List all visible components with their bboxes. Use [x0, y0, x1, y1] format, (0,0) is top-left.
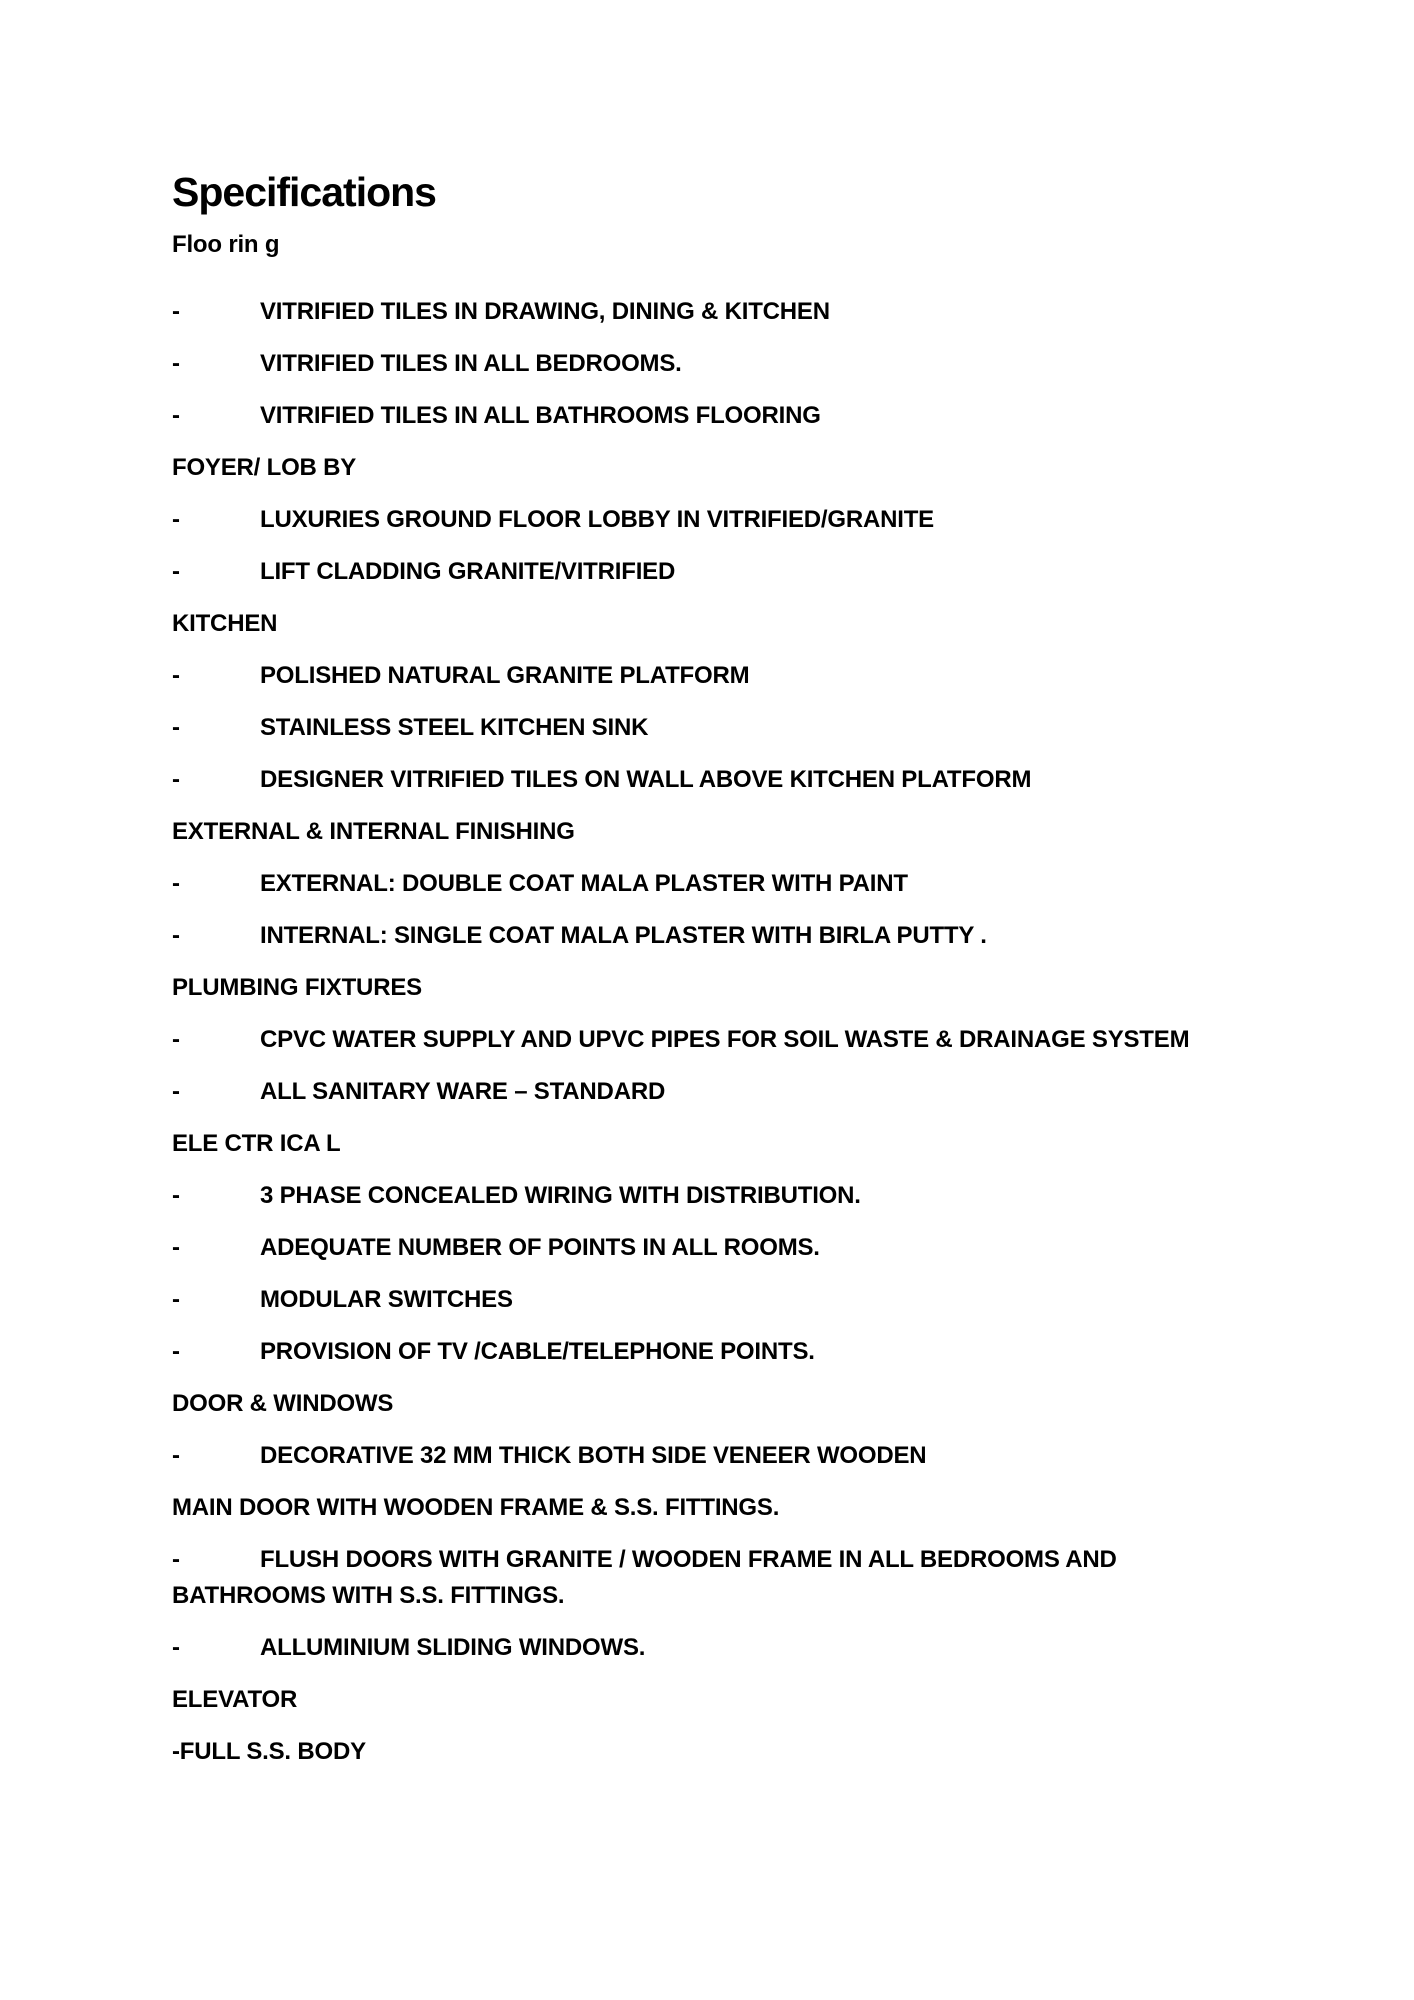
bullet-dash: -	[172, 1338, 180, 1365]
section-heading: Floo rin g	[172, 231, 280, 258]
bullet-text: ALLUMINIUM SLIDING WINDOWS.	[260, 1634, 646, 1661]
bullet-dash: -	[172, 1634, 180, 1661]
spec-item	[172, 1438, 1244, 1474]
bullet-text: ADEQUATE NUMBER OF POINTS IN ALL ROOMS.	[260, 1234, 820, 1261]
bullet-dash: -	[172, 558, 180, 585]
bullet-dash: -	[172, 350, 180, 377]
document-body	[172, 227, 1244, 1770]
section-heading: PLUMBING FIXTURES	[172, 974, 422, 1001]
bullet-text: MODULAR SWITCHES	[260, 1286, 513, 1313]
section-heading: DOOR & WINDOWS	[172, 1390, 394, 1417]
bullet-text: 3 PHASE CONCEALED WIRING WITH DISTRIBUTION.	[260, 1182, 861, 1209]
bullet-text: DESIGNER VITRIFIED TILES ON WALL ABOVE KITCHEN PLATFORM	[260, 766, 1032, 793]
bullet-dash: -	[172, 1286, 180, 1313]
section-heading: EXTERNAL & INTERNAL FINISHING	[172, 818, 575, 845]
bullet-dash: -	[172, 714, 180, 741]
bullet-text: LIFT CLADDING GRANITE/VITRIFIED	[260, 558, 676, 585]
bullet-text: STAINLESS STEEL KITCHEN SINK	[260, 714, 649, 741]
spec-item	[172, 918, 1244, 954]
bullet-text: LUXURIES GROUND FLOOR LOBBY IN VITRIFIED/GRANITE	[260, 506, 934, 533]
bullet-dash: -	[172, 298, 180, 325]
bullet-dash: -	[172, 766, 180, 793]
bullet-text: VITRIFIED TILES IN ALL BATHROOMS FLOORING	[260, 402, 821, 429]
bullet-dash: -	[172, 1182, 180, 1209]
bullet-dash: -	[172, 1026, 180, 1053]
spec-item	[172, 1178, 1244, 1214]
bullet-dash: -	[172, 870, 180, 897]
bullet-dash: -	[172, 1442, 180, 1469]
section-heading: ELEVATOR	[172, 1686, 298, 1713]
bullet-text: ALL SANITARY WARE – STANDARD	[260, 1078, 666, 1105]
spec-item	[172, 1022, 1244, 1058]
bullet-dash: -	[172, 662, 180, 689]
bullet-text: POLISHED NATURAL GRANITE PLATFORM	[260, 662, 750, 689]
section-heading: KITCHEN	[172, 610, 278, 637]
bullet-dash: -	[172, 922, 180, 949]
spec-item	[172, 1630, 1244, 1666]
spec-item	[172, 294, 1244, 330]
spec-item	[172, 346, 1244, 382]
bullet-text: EXTERNAL: DOUBLE COAT MALA PLASTER WITH PAINT	[260, 870, 908, 897]
spec-item	[172, 1282, 1244, 1318]
bullet-dash: -	[172, 402, 180, 429]
spec-item	[172, 1334, 1244, 1370]
bullet-text: CPVC WATER SUPPLY AND UPVC PIPES FOR SOIL WASTE & DRAINAGE SYSTEM	[260, 1026, 1190, 1053]
bullet-text: VITRIFIED TILES IN DRAWING, DINING & KITCHEN	[260, 298, 830, 325]
spec-item	[172, 398, 1244, 434]
spec-item	[172, 710, 1244, 746]
paragraph: -FULL S.S. BODY	[172, 1738, 366, 1765]
bullet-dash: -	[172, 1234, 180, 1261]
bullet-text: PROVISION OF TV /CABLE/TELEPHONE POINTS.	[260, 1338, 815, 1365]
section-heading: FOYER/ LOB BY	[172, 454, 357, 481]
spec-item	[172, 762, 1244, 798]
document-title: Specifications	[172, 169, 436, 215]
bullet-dash: -	[172, 1546, 180, 1573]
spec-item	[172, 658, 1244, 694]
spec-item	[172, 1074, 1244, 1110]
spec-item	[172, 866, 1244, 902]
section-heading: ELE CTR ICA L	[172, 1130, 341, 1157]
bullet-text: DECORATIVE 32 MM THICK BOTH SIDE VENEER WOODEN	[260, 1442, 927, 1469]
bullet-dash: -	[172, 506, 180, 533]
bullet-dash: -	[172, 1078, 180, 1105]
bullet-text: INTERNAL: SINGLE COAT MALA PLASTER WITH BIRLA PUTTY .	[260, 922, 987, 949]
spec-item	[172, 502, 1244, 538]
spec-item	[172, 1542, 1244, 1614]
spec-item	[172, 554, 1244, 590]
paragraph: MAIN DOOR WITH WOODEN FRAME & S.S. FITTINGS.	[172, 1494, 780, 1521]
spec-item	[172, 1230, 1244, 1266]
bullet-text: FLUSH DOORS WITH GRANITE / WOODEN FRAME IN ALL BEDROOMS AND BATHROOMS WITH S.S. FITTINGS.	[172, 1546, 1117, 1609]
bullet-text: VITRIFIED TILES IN ALL BEDROOMS.	[260, 350, 682, 377]
